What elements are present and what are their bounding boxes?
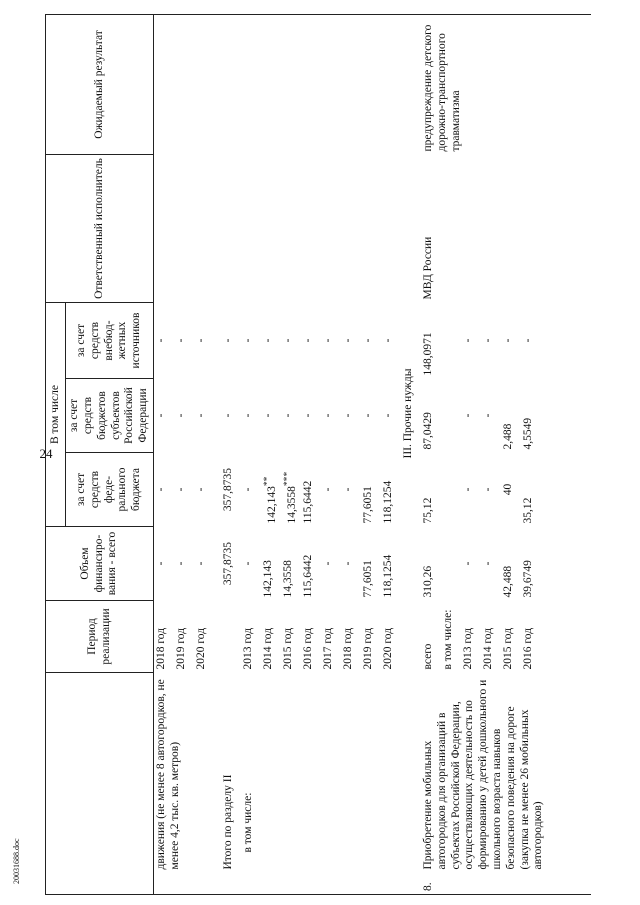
- cell-total: -: [322, 561, 334, 566]
- table-row: [241, 15, 261, 895]
- cell-period: 2017 год: [322, 627, 334, 670]
- table-row: [154, 15, 175, 895]
- cell-federal: 357,8735: [222, 467, 234, 512]
- cell-offbudget: -: [175, 338, 187, 343]
- cell-regional: 87,0429: [422, 412, 434, 450]
- table-row: [361, 15, 381, 895]
- cell-total: -: [195, 561, 207, 566]
- cell-total: 357,8735: [222, 541, 234, 586]
- cell-regional: -: [262, 413, 274, 418]
- cell-period: 2015 год: [282, 627, 294, 670]
- cell-offbudget: -: [302, 338, 314, 343]
- cell-regional: -: [342, 413, 354, 418]
- itogo-label: Итого по разделу II: [222, 774, 234, 870]
- cell-period: 2014 год: [262, 627, 274, 670]
- cell-offbudget: -: [522, 338, 534, 343]
- cell-federal: -: [322, 487, 334, 492]
- table-row: [341, 15, 361, 895]
- table-row: [321, 15, 341, 895]
- cell-total: 42,488: [502, 565, 514, 598]
- cell-result: предупреждение детского дорожно-транспортного травматизма: [421, 15, 591, 155]
- table-row: [214, 15, 241, 895]
- table-row: [421, 15, 441, 895]
- cell-offbudget: -: [482, 338, 494, 343]
- row-name-continued: движения (не менее 8 автогородков, не менее 4,2 тыс. кв. метров): [155, 679, 181, 870]
- cell-offbudget: -: [282, 338, 294, 343]
- cell-period: 2013 год: [242, 627, 254, 670]
- table-row: [381, 15, 401, 895]
- header-incl: В том числе: [46, 303, 66, 527]
- header-name: [46, 673, 154, 895]
- cell-total: 77,6051: [362, 560, 374, 598]
- header-offbudget: за счет средств внебюд-жетных источников: [66, 303, 154, 379]
- cell-total: -: [155, 561, 167, 566]
- item-number: 8.: [421, 873, 441, 895]
- cell-federal: -: [155, 487, 167, 492]
- cell-total: 115,6442: [302, 554, 314, 598]
- cell-total: 118,1254: [382, 554, 394, 598]
- cell-federal: 75,12: [422, 497, 434, 524]
- cell-offbudget: -: [222, 338, 234, 343]
- header-total: Объем финансиро-вания - всего: [46, 527, 154, 601]
- cell-federal: 77,6051: [362, 486, 374, 524]
- cell-federal: 35,12: [522, 497, 534, 524]
- cell-total: -: [242, 561, 254, 566]
- cell-regional: -: [222, 413, 234, 418]
- footnote-mark: **: [262, 476, 273, 487]
- cell-total: -: [175, 561, 187, 566]
- header-regional: за счет средств бюджетов субъектов Российской Федерации: [66, 379, 154, 453]
- financing-table: [45, 14, 591, 895]
- cell-offbudget: -: [155, 338, 167, 343]
- cell-period: 2020 год: [195, 627, 207, 670]
- table-row: [301, 15, 321, 895]
- cell-period: 2015 год: [502, 627, 514, 670]
- cell-offbudget: -: [362, 338, 374, 343]
- cell-regional: 2,488: [502, 423, 514, 450]
- item-name: Приобретение мобильных автогородков для организаций в субъектах Российской Федерации, осуществляющих деятельность по формированию у детей дошкольного и школьного возраста навыков безопасного поведения на дороге (закупка не менее 26 мобильных автогородков): [422, 679, 545, 870]
- cell-federal: 115,6442: [302, 480, 314, 524]
- cell-total: -: [342, 561, 354, 566]
- cell-total: 14,3558: [282, 560, 294, 598]
- cell-period: 2019 год: [362, 627, 374, 670]
- cell-total: 310,26: [422, 565, 434, 598]
- table-row: [281, 15, 301, 895]
- cell-regional: 4,5549: [522, 417, 534, 450]
- cell-federal: -: [482, 487, 494, 492]
- cell-offbudget: -: [262, 338, 274, 343]
- cell-federal: 142,143: [265, 486, 278, 524]
- cell-offbudget: -: [382, 338, 394, 343]
- cell-regional: -: [242, 413, 254, 418]
- cell-federal: -: [195, 487, 207, 492]
- page-number: 24: [39, 446, 53, 461]
- cell-offbudget: -: [322, 338, 334, 343]
- cell-period: 2014 год: [482, 627, 494, 670]
- cell-period: 2019 год: [175, 627, 187, 670]
- cell-offbudget: -: [242, 338, 254, 343]
- cell-regional: -: [322, 413, 334, 418]
- cell-federal: -: [342, 487, 354, 492]
- cell-federal: 14,3558: [285, 486, 298, 524]
- cell-offbudget: -: [462, 338, 474, 343]
- cell-total: 142,143: [262, 560, 274, 598]
- footer-filename: 20031688.doc: [12, 838, 21, 884]
- cell-period: 2016 год: [522, 627, 534, 670]
- cell-period: в том числе:: [442, 609, 454, 670]
- cell-regional: -: [482, 413, 494, 418]
- cell-regional: -: [302, 413, 314, 418]
- cell-offbudget: 148,0971: [422, 332, 434, 376]
- header-period: Период реализации: [46, 601, 154, 673]
- cell-offbudget: -: [342, 338, 354, 343]
- cell-regional: -: [155, 413, 167, 418]
- cell-federal: -: [462, 487, 474, 492]
- cell-period: 2016 год: [302, 627, 314, 670]
- cell-responsible: МВД России: [422, 236, 434, 300]
- table-row: [261, 15, 281, 895]
- header-result: Ожидаемый результат: [46, 15, 154, 155]
- cell-regional: -: [462, 413, 474, 418]
- header-responsible: Ответственный исполнитель: [46, 155, 154, 303]
- cell-period: 2013 год: [462, 627, 474, 670]
- cell-total: -: [482, 561, 494, 566]
- cell-total: -: [462, 561, 474, 566]
- cell-regional: -: [362, 413, 374, 418]
- cell-regional: -: [282, 413, 294, 418]
- cell-period: 2020 год: [382, 627, 394, 670]
- itogo-sublabel: в том числе:: [242, 792, 254, 853]
- cell-federal: -: [175, 487, 187, 492]
- cell-federal: 118,1254: [382, 480, 394, 524]
- rotated-table-sheet: [45, 15, 610, 895]
- cell-offbudget: -: [502, 338, 514, 343]
- cell-period: 2018 год: [155, 627, 167, 670]
- cell-period: всего: [422, 643, 434, 670]
- cell-offbudget: -: [195, 338, 207, 343]
- section-title: III. Прочие нужды: [402, 368, 414, 459]
- footnote-mark: ***: [282, 471, 293, 487]
- cell-regional: -: [382, 413, 394, 418]
- cell-federal: -: [242, 487, 254, 492]
- cell-federal: 40: [502, 483, 514, 496]
- section-row: [401, 15, 421, 895]
- cell-total: 39,6749: [522, 560, 534, 598]
- cell-regional: -: [195, 413, 207, 418]
- cell-period: 2018 год: [342, 627, 354, 670]
- header-federal: за счет средств феде-рального бюджета: [66, 453, 154, 527]
- cell-regional: -: [175, 413, 187, 418]
